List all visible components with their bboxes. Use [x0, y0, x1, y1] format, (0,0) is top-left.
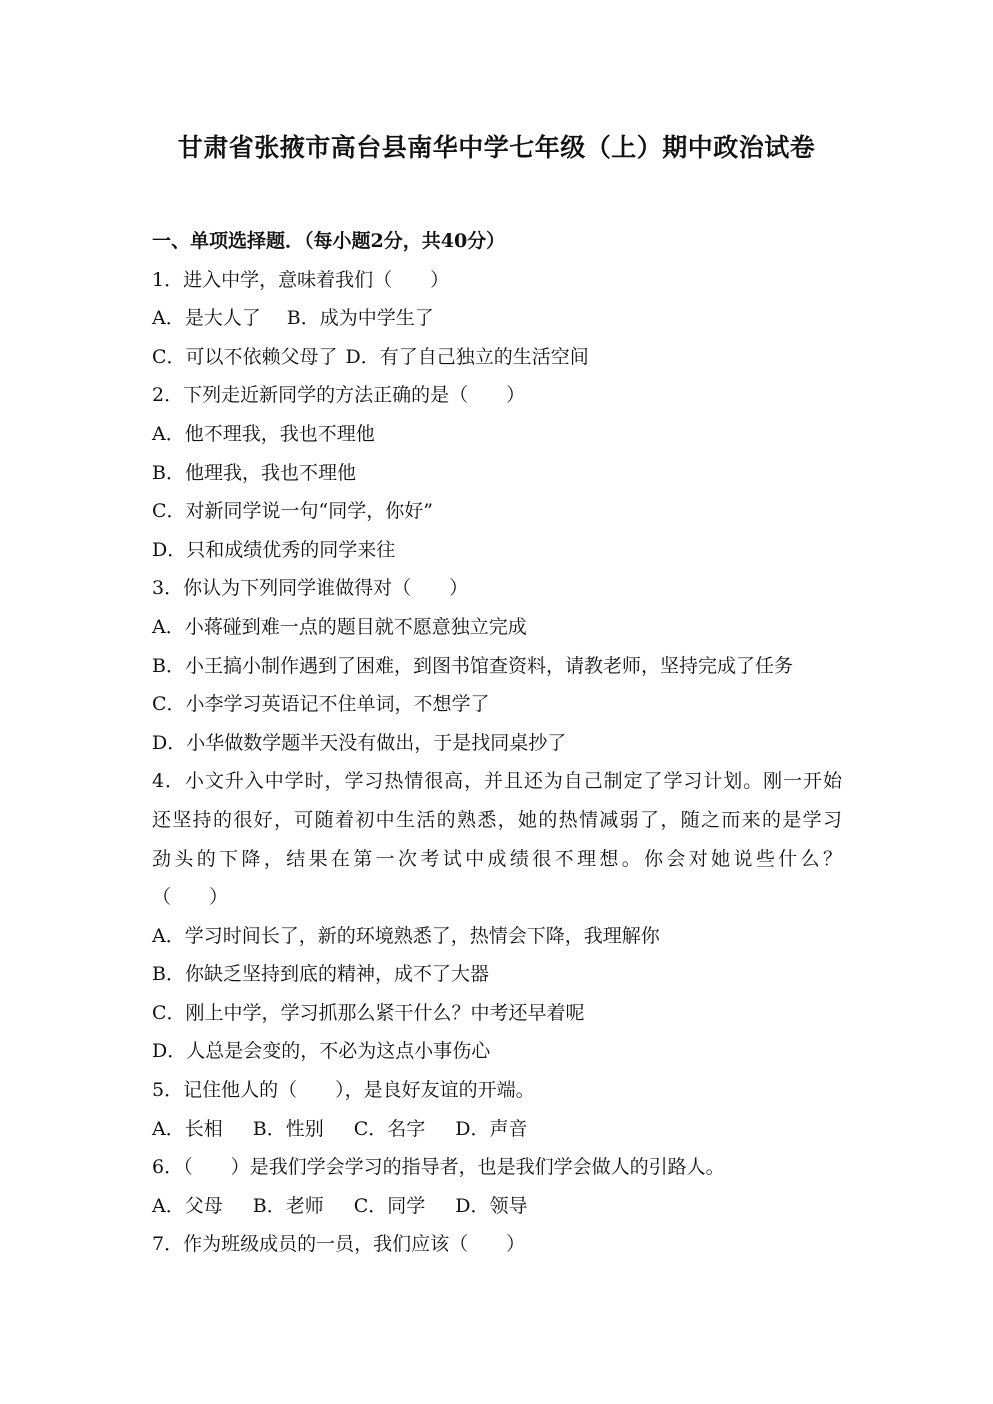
question-1-options-ab: [152, 299, 852, 338]
question-1-option-b: B．成为中学生了: [286, 307, 434, 330]
question-3-stem: 3．你认为下列同学谁做得对（ ）: [152, 577, 469, 600]
question-2-stem: 2．下列走近新同学的方法正确的是（ ）: [152, 384, 526, 407]
question-4-option-c: C．刚上中学，学习抓那么紧干什么？中考还早着呢: [152, 1001, 585, 1024]
question-1-option-c: C．可以不依赖父母了: [152, 345, 338, 368]
question-1-options-cd: [152, 338, 852, 377]
question-5-option-d: D．声音: [455, 1117, 528, 1140]
question-4-stem-line-4: （ ）: [152, 886, 229, 909]
question-5-options: [152, 1110, 852, 1149]
question-3-option-d: D．小华做数学题半天没有做出，于是找同桌抄了: [152, 731, 567, 754]
question-4-option-b: B．你缺乏坚持到底的精神，成不了大器: [152, 963, 489, 986]
question-4-stem-text-2: 还坚持的很好，可随着初中生活的熟悉，她的热情减弱了，随之而来的是学习: [152, 808, 842, 831]
page-title: 甘肃省张掖市高台县南华中学七年级（上）期中政治试卷: [177, 133, 816, 162]
question-6-option-a: A．父母: [152, 1194, 223, 1217]
question-4-stem-text-3: 劲头的下降，结果在第一次考试中成绩很不理想。你会对她说些什么？: [152, 847, 842, 870]
exam-content: [152, 222, 852, 1264]
question-4-stem-line-2: [152, 801, 852, 840]
question-6-option-d: D．领导: [455, 1194, 528, 1217]
question-4-stem-line-1: [152, 762, 852, 801]
question-4-stem-line-3: [152, 840, 852, 879]
question-2-option-c: C．对新同学说一句“同学，你好”: [152, 500, 433, 523]
question-3-option-a: A．小蒋碰到难一点的题目就不愿意独立完成: [152, 615, 527, 638]
question-3-option-c: C．小李学习英语记不住单词，不想学了: [152, 693, 490, 716]
question-1-option-a: A．是大人了: [152, 307, 261, 330]
question-2-option-d: D．只和成绩优秀的同学来往: [152, 538, 396, 561]
question-5-option-a: A．长相: [152, 1117, 223, 1140]
question-4-option-d: D．人总是会变的，不必为这点小事伤心: [152, 1040, 491, 1063]
question-6-options: [152, 1187, 852, 1226]
question-5-stem: 5．记住他人的（ ），是良好友谊的开端。: [152, 1079, 535, 1102]
question-2-option-a: A．他不理我，我也不理他: [152, 422, 375, 445]
question-2-option-b: B．他理我，我也不理他: [152, 461, 356, 484]
section-heading: 一、单项选择题．（每小题2分，共40分）: [152, 230, 506, 252]
question-4-option-a: A．学习时间长了，新的环境熟悉了，热情会下降，我理解你: [152, 924, 660, 947]
question-1-stem: 1．进入中学，意味着我们（ ）: [152, 268, 450, 291]
question-3-option-b: B．小王搞小制作遇到了困难，到图书馆查资料，请教老师，坚持完成了任务: [152, 654, 793, 677]
question-6-option-b: B．老师: [252, 1194, 324, 1217]
question-6-stem: 6．（ ）是我们学会学习的指导者，也是我们学会做人的引路人。: [152, 1156, 725, 1179]
question-7-stem: 7．作为班级成员的一员，我们应该（ ）: [152, 1233, 526, 1256]
question-5-option-b: B．性别: [252, 1117, 324, 1140]
question-5-option-c: C．名字: [353, 1117, 426, 1140]
question-6-option-c: C．同学: [353, 1194, 426, 1217]
question-4-stem-text-1: 4．小文升入中学时，学习热情很高，并且还为自己制定了学习计划。刚一开始: [152, 770, 842, 793]
question-1-option-d: D．有了自己独立的生活空间: [345, 345, 589, 368]
